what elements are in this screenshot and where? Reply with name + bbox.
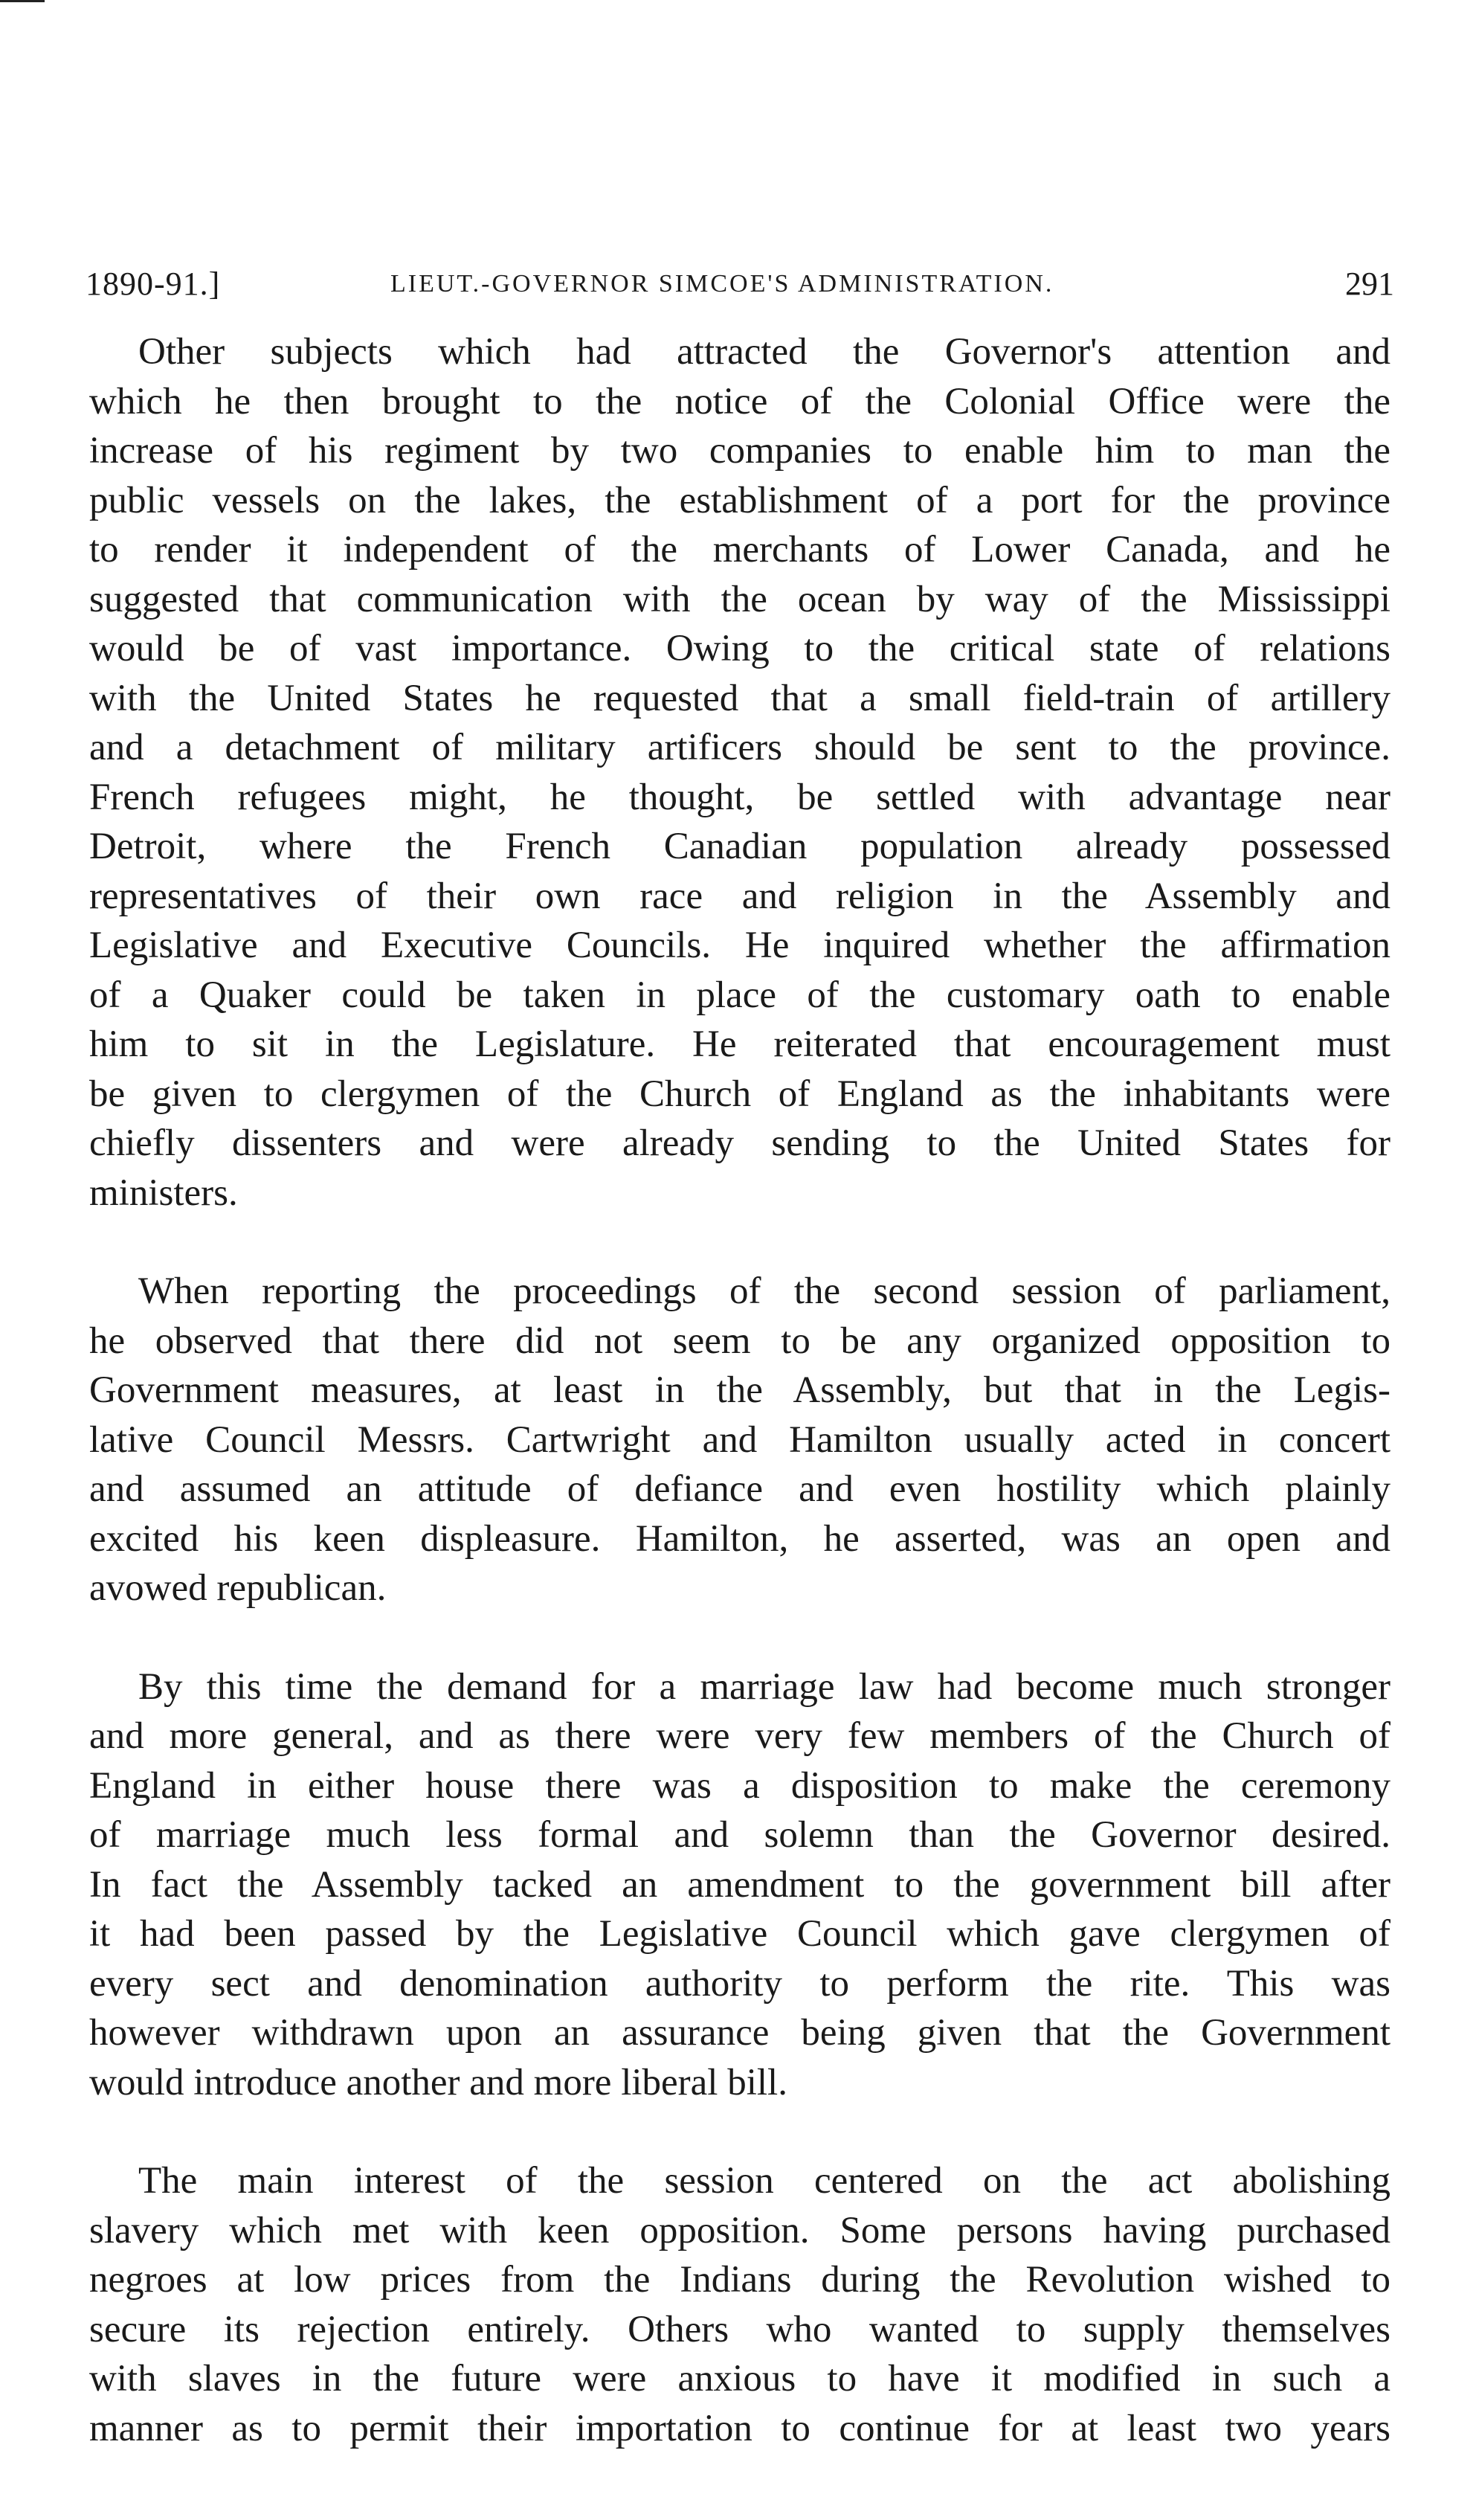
text-line: negroes at low prices from the Indians during the Revolution wished to	[89, 2259, 1390, 2301]
text-line: with the United States he requested that a small field-train of artillery	[89, 677, 1390, 719]
text-line: be given to clergymen of the Church of England as the inhabitants were	[89, 1073, 1390, 1115]
text-line: which he then brought to the notice of the Colonial Office were the	[89, 380, 1390, 422]
text-line: lative Council Messrs. Cartwright and Hamilton usually acted in concert	[89, 1418, 1390, 1461]
text-line: Government measures, at least in the Assembly, but that in the Legis-	[89, 1369, 1390, 1411]
paragraph	[89, 327, 1390, 1218]
text-line: it had been passed by the Legislative Council which gave clergymen of	[89, 1913, 1390, 1955]
text-line: however withdrawn upon an assurance being given that the Government	[89, 2012, 1390, 2054]
text-line: to render it independent of the merchants of Lower Canada, and he	[89, 529, 1390, 570]
text-line: would be of vast importance. Owing to the critical state of relations	[89, 628, 1390, 669]
text-line: of a Quaker could be taken in place of the customary oath to enable	[89, 974, 1390, 1016]
text-line: he observed that there did not seem to be any organized opposition to	[89, 1320, 1390, 1362]
scan-edge-mark	[0, 0, 45, 2]
text-line: him to sit in the Legislature. He reiterated that encouragement must	[89, 1023, 1390, 1065]
text-line: England in either house there was a disposition to make the ceremony	[89, 1764, 1390, 1807]
text-line: and a detachment of military artificers should be sent to the province.	[89, 727, 1390, 768]
text-line: When reporting the proceedings of the second session of parliament,	[138, 1270, 1390, 1312]
text-line: increase of his regiment by two companies to enable him to man the	[89, 430, 1390, 472]
text-line: every sect and denomination authority to perform the rite. This was	[89, 1962, 1390, 2005]
paragraph	[89, 2156, 1390, 2453]
text-line: suggested that communication with the ocean by way of the Mississippi	[89, 578, 1390, 620]
body-text	[89, 327, 1390, 2453]
text-line: Other subjects which had attracted the Governor's attention and	[138, 331, 1390, 373]
text-line: secure its rejection entirely. Others who wanted to supply themselves	[89, 2308, 1390, 2350]
running-head	[86, 262, 1394, 306]
text-line: and more general, and as there were very few members of the Church of	[89, 1715, 1390, 1757]
header-title: LIEUT.-GOVERNOR SIMCOE'S ADMINISTRATION.	[390, 270, 1054, 298]
text-line: manner as to permit their importation to continue for at least two years	[89, 2407, 1390, 2449]
paragraph	[89, 1662, 1390, 2108]
text-line: By this time the demand for a marriage law had become much stronger	[138, 1665, 1390, 1708]
text-line: representatives of their own race and religion in the Assembly and	[89, 875, 1390, 917]
text-line: slavery which met with keen opposition. Some persons having purchased	[89, 2209, 1390, 2251]
text-line: Detroit, where the French Canadian population already possessed	[89, 826, 1390, 867]
text-line-last: avowed republican.	[89, 1567, 387, 1609]
header-year-range: 1890-91.]	[86, 266, 221, 302]
text-line: and assumed an attitude of defiance and even hostility which plainly	[89, 1468, 1390, 1510]
text-line: The main interest of the session centered on the act abolishing	[138, 2160, 1390, 2202]
text-line-last: ministers.	[89, 1171, 238, 1214]
text-line: Legislative and Executive Councils. He inquired whether the affirmation	[89, 925, 1390, 966]
text-line-last: would introduce another and more liberal bill.	[89, 2061, 787, 2103]
text-line: with slaves in the future were anxious to have it modified in such a	[89, 2358, 1390, 2400]
text-line: chiefly dissenters and were already sending to the United States for	[89, 1122, 1390, 1164]
page-number: 291	[1345, 266, 1394, 302]
text-line: public vessels on the lakes, the establishment of a port for the province	[89, 479, 1390, 521]
text-line: excited his keen displeasure. Hamilton, he asserted, was an open and	[89, 1517, 1390, 1560]
text-line: of marriage much less formal and solemn than the Governor desired.	[89, 1814, 1390, 1856]
text-line: In fact the Assembly tacked an amendment to the government bill after	[89, 1863, 1390, 1906]
text-line: French refugees might, he thought, be settled with advantage near	[89, 776, 1390, 818]
paragraph	[89, 1267, 1390, 1613]
